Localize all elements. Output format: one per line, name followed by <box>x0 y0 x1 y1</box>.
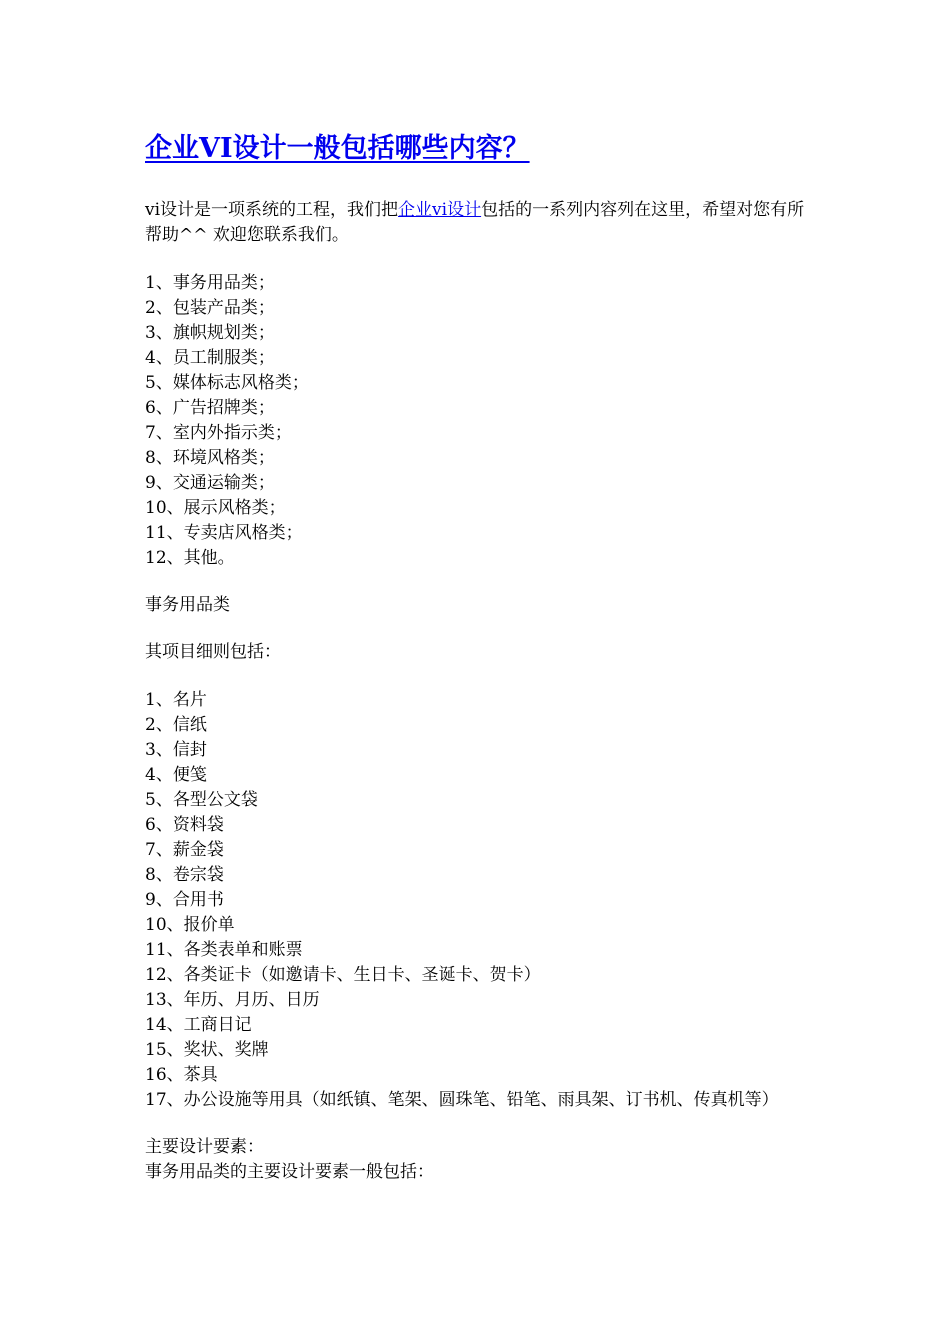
intro-text-after: 包括的一系列内容列在这里，希望对您有所帮助^^ 欢迎您联系我们。 <box>145 200 805 245</box>
document-page <box>145 128 807 1185</box>
list-item: 1、事务用品类； <box>145 273 275 293</box>
list-item: 8、环境风格类； <box>145 448 275 468</box>
list-item: 11、各类表单和账票 <box>145 940 303 960</box>
list-item: 3、信封 <box>145 740 207 760</box>
list-item: 10、展示风格类； <box>145 498 286 518</box>
list-item: 6、资料袋 <box>145 815 224 835</box>
list-item: 4、员工制服类； <box>145 348 275 368</box>
category-list <box>145 271 807 571</box>
list-item: 13、年历、月历、日历 <box>145 990 320 1010</box>
list-item: 17、办公设施等用具（如纸镇、笔架、圆珠笔、铅笔、雨具架、订书机、传真机等） <box>145 1090 779 1110</box>
list-item: 11、专卖店风格类； <box>145 523 303 543</box>
list-item: 16、茶具 <box>145 1065 218 1085</box>
list-item: 15、奖状、奖牌 <box>145 1040 269 1060</box>
list-item: 5、各型公文袋 <box>145 790 258 810</box>
list-item: 10、报价单 <box>145 915 235 935</box>
design-elements-text: 事务用品类的主要设计要素一般包括： <box>145 1162 434 1182</box>
list-item: 2、信纸 <box>145 715 207 735</box>
list-item: 12、各类证卡（如邀请卡、生日卡、圣诞卡、贺卡） <box>145 965 541 985</box>
item-list <box>145 688 807 1113</box>
list-item: 7、薪金袋 <box>145 840 224 860</box>
list-item: 9、合用书 <box>145 890 224 910</box>
items-heading: 其项目细则包括： <box>145 642 281 662</box>
intro-paragraph <box>145 198 807 248</box>
list-item: 14、工商日记 <box>145 1015 252 1035</box>
document-title-link[interactable]: 企业VI设计一般包括哪些内容？ <box>145 133 530 164</box>
list-item: 2、包装产品类； <box>145 298 275 318</box>
vi-design-link[interactable]: 企业vi设计 <box>398 200 482 220</box>
list-item: 4、便笺 <box>145 765 207 785</box>
list-item: 7、室内外指示类； <box>145 423 292 443</box>
list-item: 9、交通运输类； <box>145 473 275 493</box>
list-item: 12、其他。 <box>145 548 235 568</box>
list-item: 3、旗帜规划类； <box>145 323 275 343</box>
list-item: 5、媒体标志风格类； <box>145 373 309 393</box>
intro-text-before: vi设计是一项系统的工程，我们把 <box>145 200 399 220</box>
list-item: 8、卷宗袋 <box>145 865 224 885</box>
list-item: 1、名片 <box>145 690 207 710</box>
section-heading: 事务用品类 <box>145 595 230 615</box>
list-item: 6、广告招牌类； <box>145 398 275 418</box>
design-elements-heading: 主要设计要素： <box>145 1137 264 1157</box>
